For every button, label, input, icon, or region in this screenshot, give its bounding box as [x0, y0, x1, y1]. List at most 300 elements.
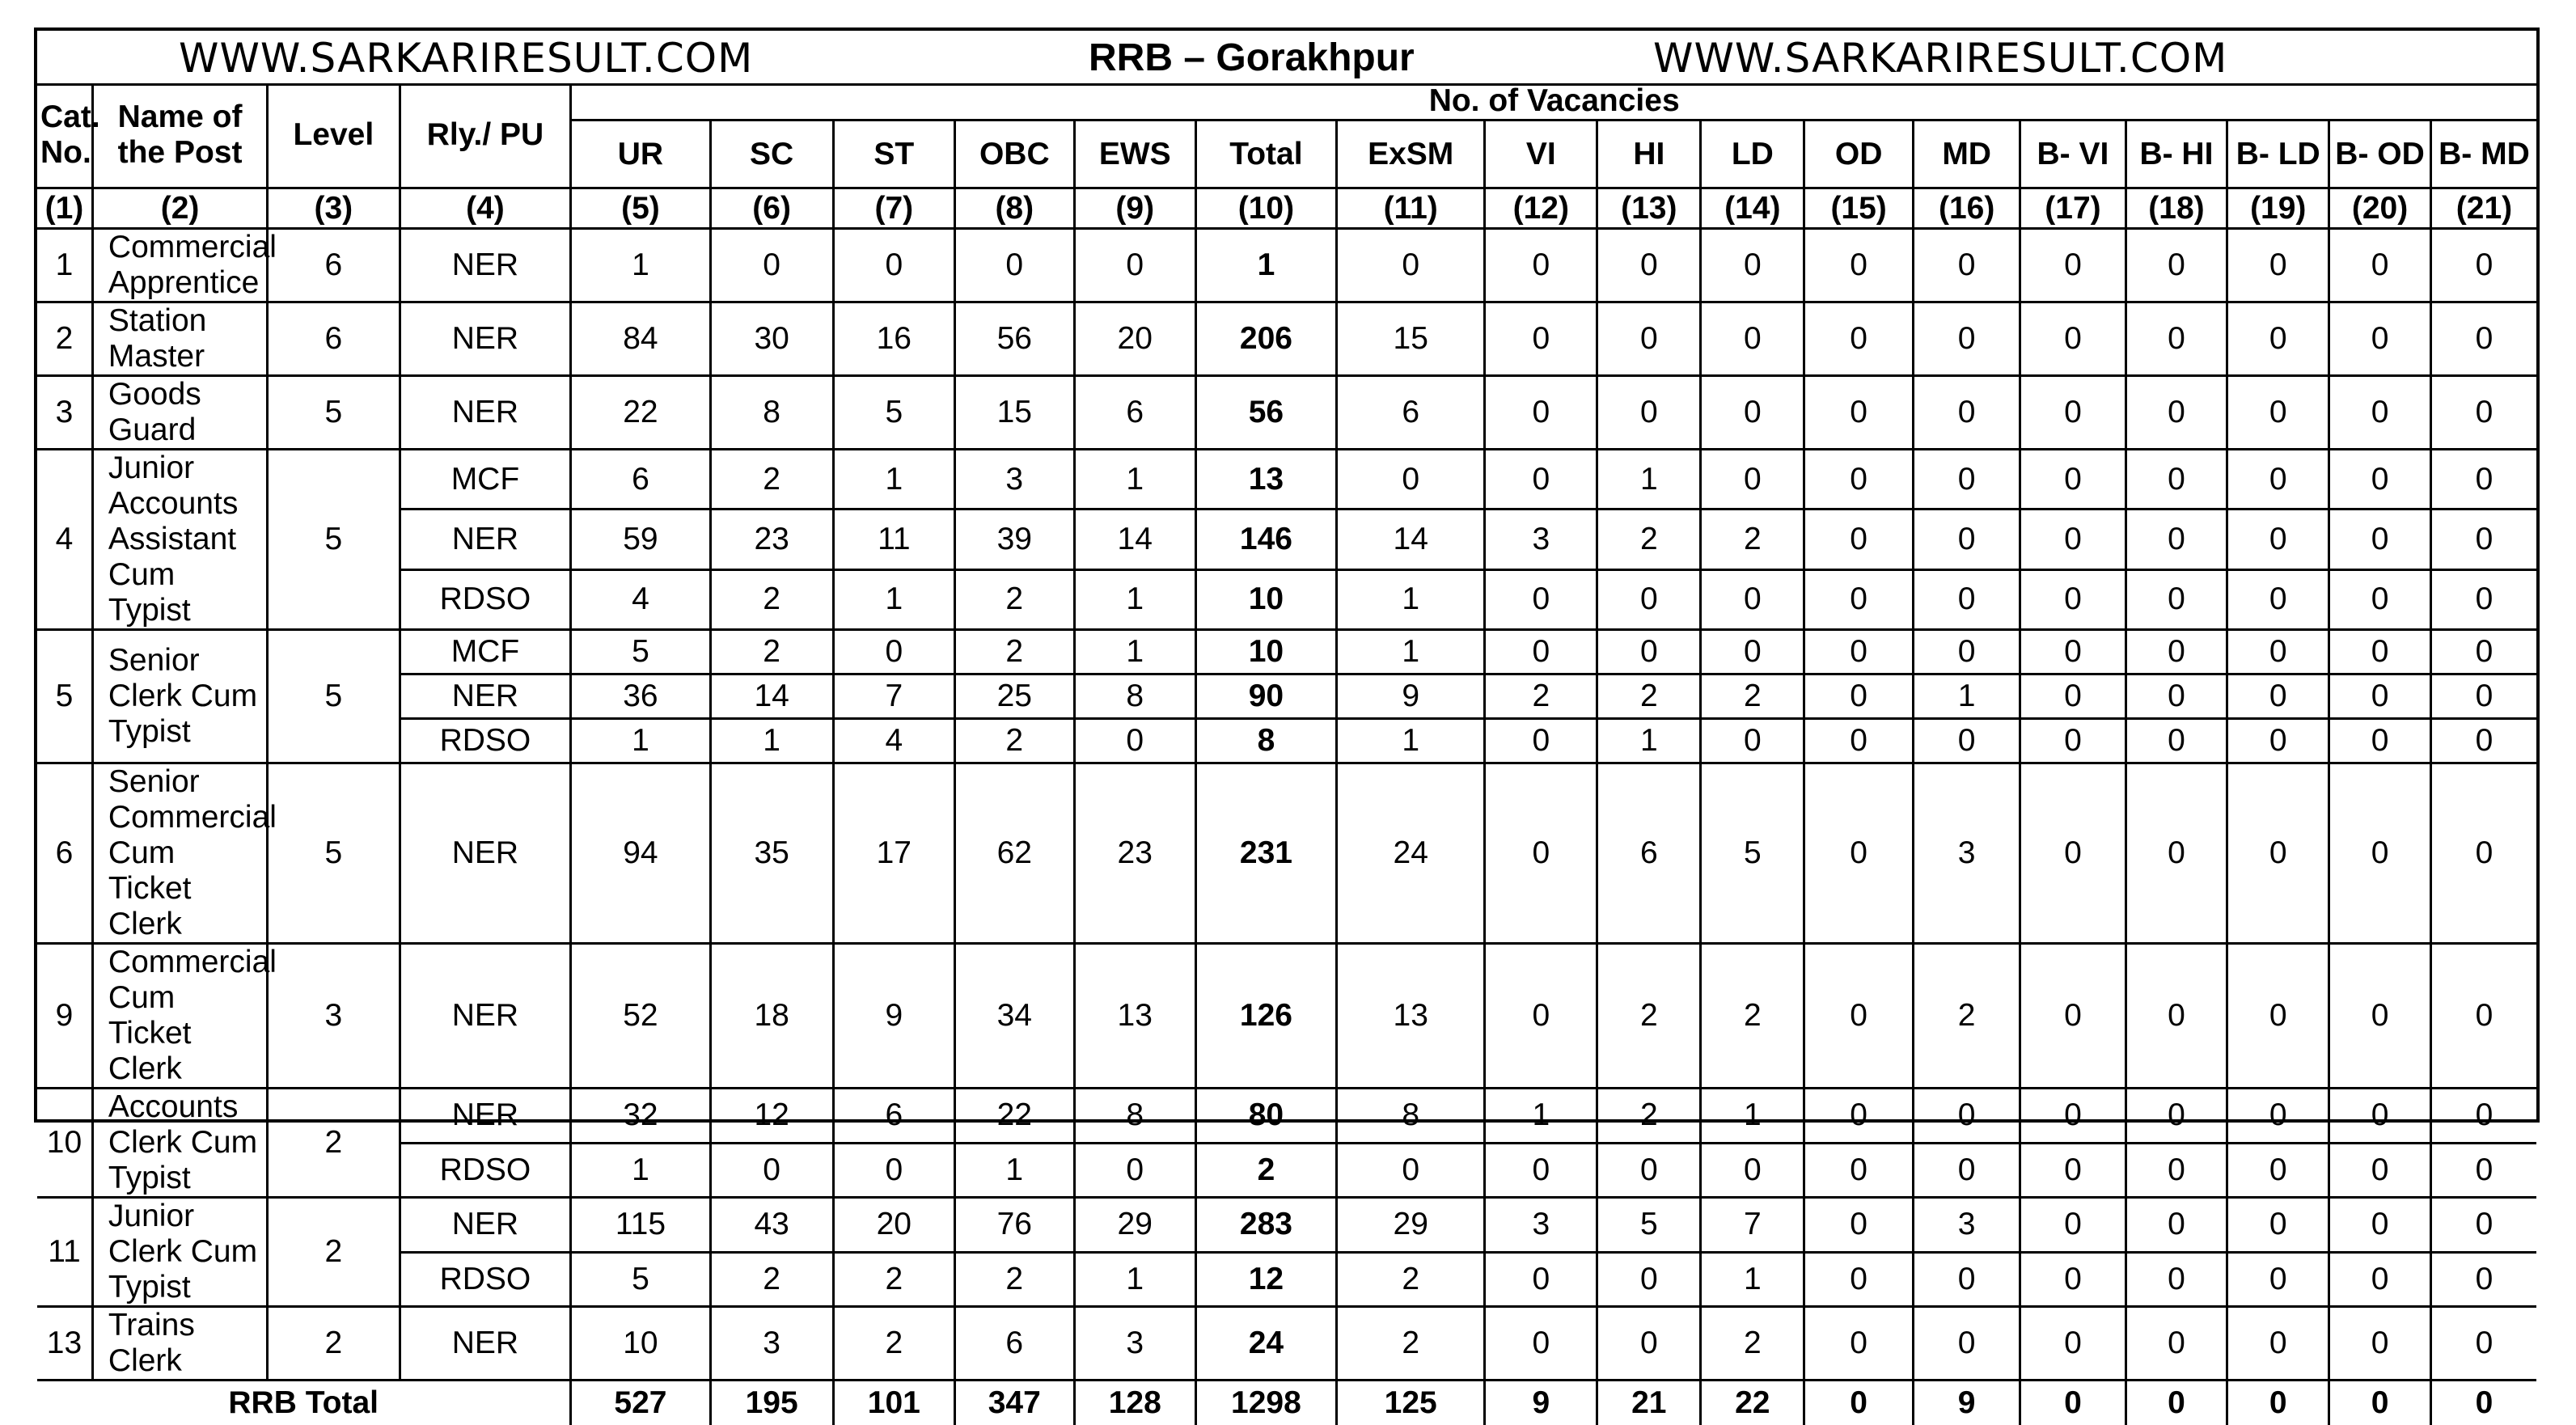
vacancy-value: 3	[1913, 763, 2020, 944]
vacancy-value: 0	[2430, 569, 2536, 629]
vacancy-value: 52	[571, 944, 710, 1089]
vacancy-value: 0	[1701, 630, 1804, 674]
grand-total-value: 0	[2020, 1381, 2126, 1425]
vacancy-value: 0	[2227, 1143, 2329, 1198]
vacancy-value: 0	[2430, 944, 2536, 1089]
vacancy-value: 0	[1913, 450, 2020, 510]
vacancy-value: 2	[710, 450, 833, 510]
rly-pu: NER	[400, 763, 571, 944]
vacancy-value: 1	[1337, 630, 1485, 674]
table-row	[37, 763, 2536, 944]
vacancy-value: 0	[2126, 1198, 2227, 1253]
level: 6	[268, 302, 400, 376]
vacancy-value: 4	[833, 719, 954, 763]
cat-no: 13	[37, 1307, 92, 1381]
vacancy-value: 0	[1701, 229, 1804, 302]
vacancy-value: 29	[1074, 1198, 1195, 1253]
post-name: Junior Clerk Cum Typist	[92, 1198, 267, 1307]
vacancy-value: 15	[954, 376, 1074, 450]
grand-total-value: 0	[2126, 1381, 2227, 1425]
vacancy-value: 0	[2020, 719, 2126, 763]
total-row	[37, 1381, 2536, 1425]
vacancy-value: 0	[1597, 1252, 1701, 1307]
vacancy-value: 1	[710, 719, 833, 763]
vacancy-value: 0	[2227, 1252, 2329, 1307]
vacancy-value: 0	[2329, 569, 2431, 629]
cat-no: 6	[37, 763, 92, 944]
vacancy-value: 5	[571, 1252, 710, 1307]
level: 5	[268, 376, 400, 450]
total-value: 1	[1195, 229, 1336, 302]
level: 2	[268, 1089, 400, 1198]
vacancy-value: 2	[954, 569, 1074, 629]
grand-total-value: 0	[2227, 1381, 2329, 1425]
rly-pu: NER	[400, 229, 571, 302]
vacancy-value: 59	[571, 510, 710, 569]
vacancy-value: 2	[1597, 944, 1701, 1089]
vacancy-value: 0	[1913, 569, 2020, 629]
vacancy-value: 0	[1804, 1089, 1914, 1144]
vacancy-value: 1	[1074, 1252, 1195, 1307]
column-number: (1)	[37, 188, 92, 229]
vacancy-value: 0	[2020, 944, 2126, 1089]
vacancy-value: 2	[1701, 674, 1804, 719]
vacancy-value: 0	[2227, 719, 2329, 763]
rly-pu: NER	[400, 674, 571, 719]
vacancy-value: 0	[2020, 763, 2126, 944]
post-name: Trains Clerk	[92, 1307, 267, 1381]
vacancy-value: 0	[2430, 1143, 2536, 1198]
vacancy-value: 0	[2430, 1198, 2536, 1253]
vacancy-value: 6	[571, 450, 710, 510]
table-row	[37, 569, 2536, 629]
vacancy-value: 0	[1485, 450, 1597, 510]
vacancy-value: 0	[1804, 376, 1914, 450]
header-exsm: ExSM	[1337, 121, 1485, 188]
vacancy-value: 5	[571, 630, 710, 674]
total-value: 283	[1195, 1198, 1336, 1253]
grand-total-value: 22	[1701, 1381, 1804, 1425]
vacancy-value: 0	[954, 229, 1074, 302]
table-row	[37, 302, 2536, 376]
rly-pu: NER	[400, 376, 571, 450]
vacancy-value: 0	[2329, 1307, 2431, 1381]
vacancy-value: 0	[2020, 1252, 2126, 1307]
header-bld: B- LD	[2227, 121, 2329, 188]
vacancy-value: 0	[2329, 674, 2431, 719]
vacancy-value: 0	[1913, 376, 2020, 450]
total-value: 126	[1195, 944, 1336, 1089]
header-vacancies-group: No. of Vacancies	[571, 83, 2536, 121]
vacancy-value: 0	[2430, 510, 2536, 569]
column-number: (11)	[1337, 188, 1485, 229]
vacancy-value: 0	[1597, 1143, 1701, 1198]
table-row	[37, 944, 2536, 1089]
vacancy-value: 0	[2126, 376, 2227, 450]
vacancy-value: 2	[710, 1252, 833, 1307]
vacancy-value: 0	[2430, 450, 2536, 510]
rly-pu: NER	[400, 1198, 571, 1253]
total-value: 146	[1195, 510, 1336, 569]
vacancy-value: 0	[1804, 1307, 1914, 1381]
post-name: Senior Clerk Cum Typist	[92, 630, 267, 763]
vacancy-value: 0	[1913, 1089, 2020, 1144]
vacancy-value: 0	[1485, 1307, 1597, 1381]
vacancy-value: 0	[1701, 569, 1804, 629]
rly-pu: MCF	[400, 630, 571, 674]
vacancy-value: 1	[1597, 450, 1701, 510]
post-name: Commercial Apprentice	[92, 229, 267, 302]
column-number: (5)	[571, 188, 710, 229]
vacancy-value: 0	[2329, 1252, 2431, 1307]
vacancy-value: 0	[1701, 1143, 1804, 1198]
vacancy-value: 22	[954, 1089, 1074, 1144]
vacancy-value: 36	[571, 674, 710, 719]
column-number: (18)	[2126, 188, 2227, 229]
vacancy-value: 0	[1485, 376, 1597, 450]
level: 6	[268, 229, 400, 302]
rly-pu: RDSO	[400, 1252, 571, 1307]
vacancy-value: 0	[1485, 944, 1597, 1089]
vacancy-value: 0	[2329, 302, 2431, 376]
level: 5	[268, 630, 400, 763]
rly-pu: NER	[400, 944, 571, 1089]
table-row	[37, 229, 2536, 302]
vacancy-value: 0	[1074, 719, 1195, 763]
vacancy-value: 0	[2430, 763, 2536, 944]
vacancy-value: 0	[2430, 229, 2536, 302]
header-bmd: B- MD	[2430, 121, 2536, 188]
level: 2	[268, 1198, 400, 1307]
column-number: (20)	[2329, 188, 2431, 229]
total-value: 10	[1195, 569, 1336, 629]
vacancy-value: 0	[2020, 630, 2126, 674]
vacancy-value: 0	[2227, 376, 2329, 450]
vacancy-value: 0	[2126, 1252, 2227, 1307]
column-number: (17)	[2020, 188, 2126, 229]
vacancy-value: 0	[1074, 229, 1195, 302]
header-bvi: B- VI	[2020, 121, 2126, 188]
header-hi: HI	[1597, 121, 1701, 188]
vacancy-value: 3	[710, 1307, 833, 1381]
header-bod: B- OD	[2329, 121, 2431, 188]
vacancy-value: 0	[1701, 719, 1804, 763]
grand-total-value: 0	[2329, 1381, 2431, 1425]
vacancy-value: 0	[2126, 630, 2227, 674]
grand-total-value: 9	[1913, 1381, 2020, 1425]
total-value: 13	[1195, 450, 1336, 510]
vacancy-value: 0	[710, 1143, 833, 1198]
vacancy-value: 8	[1074, 1089, 1195, 1144]
vacancy-value: 30	[710, 302, 833, 376]
vacancy-value: 0	[2430, 1307, 2536, 1381]
vacancy-value: 6	[833, 1089, 954, 1144]
rly-pu: RDSO	[400, 569, 571, 629]
total-value: 10	[1195, 630, 1336, 674]
vacancy-value: 0	[1485, 630, 1597, 674]
column-number: (9)	[1074, 188, 1195, 229]
vacancy-value: 1	[1701, 1252, 1804, 1307]
vacancy-value: 0	[2227, 630, 2329, 674]
vacancy-value: 0	[2020, 510, 2126, 569]
vacancy-value: 1	[833, 450, 954, 510]
vacancy-value: 94	[571, 763, 710, 944]
vacancy-value: 0	[1597, 376, 1701, 450]
header-obc: OBC	[954, 121, 1074, 188]
vacancy-value: 0	[1913, 510, 2020, 569]
header-od: OD	[1804, 121, 1914, 188]
vacancy-value: 2	[710, 630, 833, 674]
rly-pu: RDSO	[400, 719, 571, 763]
vacancy-value: 1	[1337, 569, 1485, 629]
vacancy-value: 0	[2430, 674, 2536, 719]
vacancy-value: 0	[2126, 229, 2227, 302]
vacancy-value: 20	[833, 1198, 954, 1253]
vacancy-value: 18	[710, 944, 833, 1089]
grand-total-value: 195	[710, 1381, 833, 1425]
header-cat-no: Cat. No.	[37, 83, 92, 188]
vacancy-value: 4	[571, 569, 710, 629]
vacancy-value: 0	[2020, 376, 2126, 450]
vacancy-value: 62	[954, 763, 1074, 944]
column-number: (19)	[2227, 188, 2329, 229]
vacancy-value: 3	[1485, 510, 1597, 569]
vacancy-value: 2	[954, 630, 1074, 674]
header-st: ST	[833, 121, 954, 188]
vacancy-value: 2	[1701, 1307, 1804, 1381]
vacancy-value: 0	[1804, 510, 1914, 569]
vacancy-value: 0	[1804, 1198, 1914, 1253]
vacancy-value: 0	[2227, 450, 2329, 510]
cat-no: 2	[37, 302, 92, 376]
cat-no: 11	[37, 1198, 92, 1307]
vacancy-value: 39	[954, 510, 1074, 569]
vacancy-value: 0	[1485, 1143, 1597, 1198]
vacancy-value: 84	[571, 302, 710, 376]
header-rly-pu: Rly./ PU	[400, 83, 571, 188]
grand-total-value: 9	[1485, 1381, 1597, 1425]
vacancy-value: 0	[1597, 229, 1701, 302]
vacancy-value: 0	[2126, 510, 2227, 569]
vacancy-value: 2	[833, 1307, 954, 1381]
vacancy-value: 7	[1701, 1198, 1804, 1253]
vacancy-value: 0	[1701, 302, 1804, 376]
vacancy-value: 0	[1804, 719, 1914, 763]
vacancy-value: 0	[2430, 719, 2536, 763]
vacancy-value: 0	[1804, 674, 1914, 719]
vacancy-value: 2	[1597, 674, 1701, 719]
vacancy-value: 1	[571, 229, 710, 302]
header-sc: SC	[710, 121, 833, 188]
header-vi: VI	[1485, 121, 1597, 188]
total-value: 12	[1195, 1252, 1336, 1307]
vacancy-value: 2	[1337, 1252, 1485, 1307]
vacancy-value: 23	[1074, 763, 1195, 944]
vacancy-value: 0	[2329, 1198, 2431, 1253]
vacancy-value: 20	[1074, 302, 1195, 376]
vacancy-value: 0	[2329, 719, 2431, 763]
vacancy-value: 1	[571, 1143, 710, 1198]
column-number: (3)	[268, 188, 400, 229]
grand-total-value: 0	[1804, 1381, 1914, 1425]
total-value: 2	[1195, 1143, 1336, 1198]
vacancy-value: 0	[1074, 1143, 1195, 1198]
table-row	[37, 719, 2536, 763]
total-value: 206	[1195, 302, 1336, 376]
column-number: (21)	[2430, 188, 2536, 229]
vacancy-value: 1	[1913, 674, 2020, 719]
vacancy-value: 13	[1337, 944, 1485, 1089]
vacancy-value: 2	[1701, 944, 1804, 1089]
vacancy-table	[37, 83, 2536, 1425]
vacancy-value: 8	[1074, 674, 1195, 719]
post-name: Station Master	[92, 302, 267, 376]
vacancy-value: 34	[954, 944, 1074, 1089]
page-title: RRB – Gorakhpur	[1089, 36, 1415, 79]
header-bhi: B- HI	[2126, 121, 2227, 188]
vacancy-value: 8	[1337, 1089, 1485, 1144]
grand-total-value: 1298	[1195, 1381, 1336, 1425]
grand-total-value: 101	[833, 1381, 954, 1425]
vacancy-value: 15	[1337, 302, 1485, 376]
vacancy-value: 0	[2227, 569, 2329, 629]
column-number: (6)	[710, 188, 833, 229]
vacancy-value: 0	[2329, 1143, 2431, 1198]
vacancy-value: 0	[2126, 944, 2227, 1089]
vacancy-value: 1	[1485, 1089, 1597, 1144]
header-ur: UR	[571, 121, 710, 188]
vacancy-value: 0	[2126, 450, 2227, 510]
post-name: Senior Commercial Cum Ticket Clerk	[92, 763, 267, 944]
vacancy-value: 0	[2126, 569, 2227, 629]
vacancy-value: 0	[1804, 1252, 1914, 1307]
vacancy-value: 0	[1804, 450, 1914, 510]
vacancy-value: 24	[1337, 763, 1485, 944]
vacancy-value: 11	[833, 510, 954, 569]
vacancy-value: 0	[1597, 630, 1701, 674]
rly-pu: NER	[400, 510, 571, 569]
level: 3	[268, 944, 400, 1089]
vacancy-value: 0	[1913, 1252, 2020, 1307]
total-label: RRB Total	[37, 1381, 571, 1425]
vacancy-value: 17	[833, 763, 954, 944]
vacancy-value: 0	[2126, 763, 2227, 944]
vacancy-value: 0	[1701, 376, 1804, 450]
column-number: (7)	[833, 188, 954, 229]
table-row	[37, 1307, 2536, 1381]
cat-no: 3	[37, 376, 92, 450]
header-level: Level	[268, 83, 400, 188]
vacancy-value: 0	[833, 1143, 954, 1198]
vacancy-value: 2	[1485, 674, 1597, 719]
total-value: 80	[1195, 1089, 1336, 1144]
total-value: 8	[1195, 719, 1336, 763]
vacancy-value: 2	[1597, 1089, 1701, 1144]
vacancy-value: 2	[710, 569, 833, 629]
grand-total-value: 527	[571, 1381, 710, 1425]
vacancy-value: 0	[2126, 302, 2227, 376]
vacancy-value: 5	[1701, 763, 1804, 944]
post-name: Junior Accounts Assistant Cum Typist	[92, 450, 267, 630]
vacancy-value: 0	[1913, 1307, 2020, 1381]
vacancy-value: 0	[2020, 674, 2126, 719]
vacancy-value: 23	[710, 510, 833, 569]
table-row	[37, 630, 2536, 674]
vacancy-value: 0	[2227, 1198, 2329, 1253]
vacancy-value: 0	[2126, 1307, 2227, 1381]
vacancy-value: 0	[710, 229, 833, 302]
level: 5	[268, 450, 400, 630]
grand-total-value: 347	[954, 1381, 1074, 1425]
vacancy-value: 2	[954, 719, 1074, 763]
header-ews: EWS	[1074, 121, 1195, 188]
vacancy-value: 0	[2020, 1198, 2126, 1253]
vacancy-value: 0	[2126, 1143, 2227, 1198]
vacancy-value: 0	[2329, 229, 2431, 302]
table-row	[37, 1089, 2536, 1144]
vacancy-value: 0	[2020, 1307, 2126, 1381]
vacancy-value: 0	[2329, 450, 2431, 510]
vacancy-value: 35	[710, 763, 833, 944]
grand-total-value: 125	[1337, 1381, 1485, 1425]
vacancy-value: 1	[1074, 569, 1195, 629]
vacancy-value: 6	[1337, 376, 1485, 450]
column-number: (12)	[1485, 188, 1597, 229]
vacancy-value: 0	[2020, 1143, 2126, 1198]
vacancy-value: 0	[1804, 1143, 1914, 1198]
vacancy-sheet	[34, 27, 2540, 1420]
vacancy-value: 0	[2329, 510, 2431, 569]
vacancy-value: 0	[1485, 719, 1597, 763]
table-row	[37, 376, 2536, 450]
vacancy-value: 0	[1485, 302, 1597, 376]
vacancy-value: 9	[1337, 674, 1485, 719]
vacancy-value: 0	[1804, 763, 1914, 944]
vacancy-value: 14	[710, 674, 833, 719]
vacancy-value: 5	[833, 376, 954, 450]
vacancy-value: 0	[1804, 302, 1914, 376]
vacancy-value: 0	[2329, 376, 2431, 450]
vacancy-value: 1	[954, 1143, 1074, 1198]
vacancy-value: 1	[1597, 719, 1701, 763]
vacancy-value: 0	[2227, 944, 2329, 1089]
vacancy-value: 1	[571, 719, 710, 763]
vacancy-value: 0	[1485, 1252, 1597, 1307]
vacancy-value: 32	[571, 1089, 710, 1144]
header-ld: LD	[1701, 121, 1804, 188]
vacancy-value: 1	[1074, 630, 1195, 674]
vacancy-value: 0	[2227, 302, 2329, 376]
vacancy-value: 0	[2329, 1089, 2431, 1144]
vacancy-value: 0	[1485, 569, 1597, 629]
post-name: Accounts Clerk Cum Typist	[92, 1089, 267, 1198]
title-row	[37, 31, 2536, 86]
rly-pu: NER	[400, 302, 571, 376]
column-number: (2)	[92, 188, 267, 229]
vacancy-value: 1	[833, 569, 954, 629]
post-name: Commercial Cum Ticket Clerk	[92, 944, 267, 1089]
column-number: (15)	[1804, 188, 1914, 229]
level: 2	[268, 1307, 400, 1381]
rly-pu: NER	[400, 1307, 571, 1381]
vacancy-value: 0	[1337, 1143, 1485, 1198]
table-row	[37, 450, 2536, 510]
header-total: Total	[1195, 121, 1336, 188]
vacancy-value: 1	[1337, 719, 1485, 763]
vacancy-value: 0	[2020, 1089, 2126, 1144]
total-value: 56	[1195, 376, 1336, 450]
post-name: Goods Guard	[92, 376, 267, 450]
